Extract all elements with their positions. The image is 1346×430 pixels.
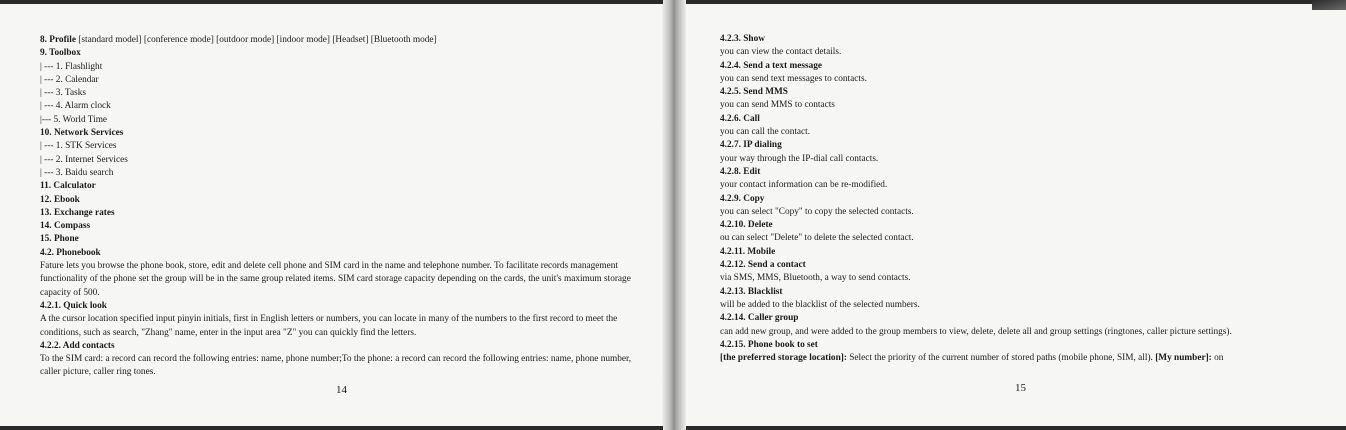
list-item-world-time: |--- 5. World Time [40, 114, 108, 125]
text-blacklist: will be added to the blacklist of the selected numbers. [720, 299, 920, 310]
label-my-number: [My number]: [1152, 353, 1212, 364]
paragraph-caller-group: can add new group, and were added to the group members to view, delete, delete all and group settings (ringtones, caller picture settings). [720, 326, 1232, 337]
line-profile [40, 34, 652, 47]
heading-send-mms: 4.2.5. Send MMS [720, 87, 788, 98]
paragraph-phonebook: Fature lets you browse the phone book, store, edit and delete cell phone and SIM card in the name and telephone number. To facilitate records management functionality of the phone set the group will be in the same group related items. SIM card storage capacity depending on the cards, the unit's maximum storage capacity of 500. [40, 261, 631, 298]
paragraph-quick-look: A the cursor location specified input pinyin initials, first in English letters or numbers, you can locate in many of the numbers to the first record to meet the conditions, such as search, "Zhang" name, enter in the input area "Z" you can quickly find the letters. [40, 314, 618, 338]
book-spine [662, 0, 686, 430]
line-storage-location [720, 352, 1320, 365]
paragraph-add-contacts: To the SIM card: a record can record the following entries: name, phone number;To the phone: a record can record the following entries: name, phone number, caller picture, caller ring tones. [40, 354, 632, 378]
heading-call: 4.2.6. Call [720, 113, 760, 124]
profile-modes: [standard model] [conference mode] [outdoor mode] [indoor mode] [Headset] [Bluetooth mode] [75, 35, 437, 45]
left-page-text [40, 34, 652, 380]
text-send-contact: via SMS, MMS, Bluetooth, a way to send contacts. [720, 273, 911, 284]
scan-edge-top-right [686, 0, 1346, 4]
list-item-baidu-search: | --- 3. Baidu search [40, 167, 114, 178]
heading-delete: 4.2.10. Delete [720, 220, 773, 231]
heading-mobile: 4.2.11. Mobile [720, 246, 776, 257]
list-item-calendar: | --- 2. Calendar [40, 74, 99, 85]
text-call: you can call the contact. [720, 127, 811, 138]
heading-copy: 4.2.9. Copy [720, 193, 765, 204]
list-item-stk-services: | --- 1. STK Services [40, 141, 117, 152]
text-delete: ou can select "Delete" to delete the selected contact. [720, 233, 914, 244]
heading-show: 4.2.3. Show [720, 34, 765, 44]
heading-toolbox: 9. Toolbox [40, 48, 81, 59]
list-item-flashlight: | --- 1. Flashlight [40, 61, 103, 72]
scan-corner-mark [1312, 0, 1346, 10]
heading-profile: 8. Profile [40, 35, 76, 45]
heading-ip-dialing: 4.2.7. IP dialing [720, 140, 782, 151]
text-preferred-storage: Select the priority of the current number of stored paths (mobile phone, SIM, all). [846, 353, 1153, 364]
text-copy: you can select "Copy" to copy the selected contacts. [720, 206, 914, 217]
heading-send-contact: 4.2.12. Send a contact [720, 260, 806, 271]
heading-caller-group: 4.2.14. Caller group [720, 313, 799, 324]
text-show: you can view the contact details. [720, 47, 842, 58]
text-send-text-message: you can send text messages to contacts. [720, 73, 867, 84]
heading-quick-look: 4.2.1. Quick look [40, 300, 107, 311]
text-send-mms: you can send MMS to contacts [720, 100, 835, 111]
page-number-right: 15 [1015, 382, 1026, 394]
text-my-number: on [1211, 353, 1224, 364]
text-edit: your contact information can be re-modified. [720, 180, 888, 191]
heading-exchange-rates: 13. Exchange rates [40, 207, 115, 218]
heading-calculator: 11. Calculator [40, 181, 96, 192]
heading-blacklist: 4.2.13. Blacklist [720, 286, 783, 297]
heading-phone-book-set: 4.2.15. Phone book to set [720, 339, 818, 350]
heading-network-services: 10. Network Services [40, 128, 124, 139]
list-item-alarm-clock: | --- 4. Alarm clock [40, 101, 111, 112]
label-preferred-storage: [the preferred storage location]: [720, 353, 847, 364]
heading-ebook: 12. Ebook [40, 194, 80, 205]
list-item-tasks: | --- 3. Tasks [40, 88, 86, 99]
heading-phone: 15. Phone [40, 234, 79, 245]
scan-edge-top-left [0, 0, 663, 4]
right-page-text [720, 33, 1320, 365]
scan-edge-bottom-left [0, 426, 663, 430]
text-ip-dialing: your way through the IP-dial call contacts. [720, 153, 879, 164]
heading-send-text-message: 4.2.4. Send a text message [720, 60, 822, 71]
scan-edge-bottom-right [686, 426, 1346, 430]
heading-add-contacts: 4.2.2. Add contacts [40, 340, 115, 351]
heading-phonebook: 4.2. Phonebook [40, 247, 101, 258]
page-number-left: 14 [336, 384, 347, 396]
list-item-internet-services: | --- 2. Internet Services [40, 154, 128, 165]
heading-edit: 4.2.8. Edit [720, 166, 761, 177]
heading-compass: 14. Compass [40, 221, 91, 232]
